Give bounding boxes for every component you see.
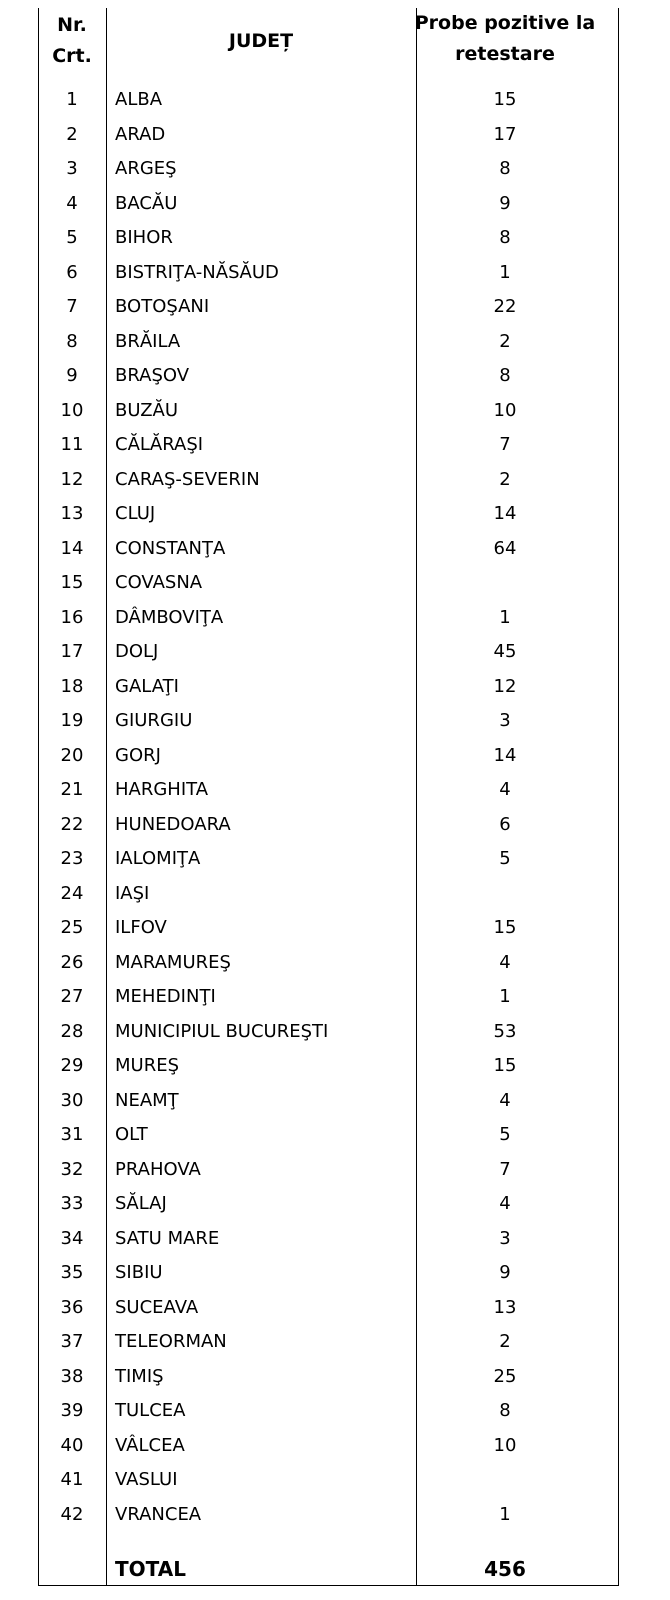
table-row — [38, 1015, 619, 1050]
county-name: BUZĂU — [115, 399, 179, 421]
table-row — [38, 566, 619, 601]
row-number: 7 — [66, 296, 78, 317]
row-number: 36 — [60, 1296, 84, 1318]
total-value: 456 — [484, 1557, 526, 1581]
county-name: MARAMUREŞ — [115, 951, 231, 973]
row-number: 32 — [60, 1158, 84, 1180]
positive-count: 8 — [499, 1400, 511, 1421]
county-name: VRANCEA — [115, 1503, 202, 1525]
positive-count: 6 — [499, 813, 511, 835]
header-nr-crt — [38, 10, 106, 72]
county-name: SĂLAJ — [115, 1193, 167, 1214]
positive-count: 5 — [499, 848, 511, 869]
county-name: CARAŞ-SEVERIN — [115, 468, 260, 490]
table-row — [38, 1084, 619, 1119]
county-name: TIMIŞ — [115, 1365, 164, 1387]
row-number: 29 — [60, 1055, 84, 1076]
table-row — [38, 1498, 619, 1533]
county-name: ILFOV — [115, 917, 167, 938]
row-number: 1 — [66, 89, 78, 110]
county-name: ARAD — [115, 123, 166, 145]
table-row — [38, 325, 619, 360]
table-row — [38, 980, 619, 1015]
county-name: MEHEDINŢI — [115, 986, 216, 1007]
county-name: DÂMBOVIŢA — [115, 606, 224, 628]
table-row — [38, 808, 619, 843]
county-name: BRAŞOV — [115, 365, 190, 386]
table-row — [38, 911, 619, 946]
row-number: 27 — [60, 986, 84, 1007]
positive-count: 12 — [493, 675, 517, 697]
county-name: HUNEDOARA — [115, 813, 231, 835]
county-name: MUNICIPIUL BUCUREŞTI — [115, 1020, 329, 1042]
county-name: TULCEA — [115, 1400, 186, 1421]
table-row — [38, 670, 619, 705]
county-name: TELEORMAN — [115, 1331, 227, 1352]
row-number: 35 — [60, 1262, 84, 1283]
table-row — [38, 1360, 619, 1395]
row-number: 34 — [60, 1227, 84, 1249]
positive-count: 9 — [499, 1262, 511, 1283]
table-row — [38, 842, 619, 877]
county-name: IALOMIŢA — [115, 848, 201, 869]
table-row — [38, 256, 619, 291]
county-name: VASLUI — [115, 1469, 178, 1490]
table-row — [38, 1291, 619, 1326]
table-row — [38, 1463, 619, 1498]
row-number: 42 — [60, 1503, 84, 1525]
positive-count: 4 — [499, 1193, 511, 1214]
positive-count: 4 — [499, 951, 511, 973]
county-name: SUCEAVA — [115, 1296, 199, 1318]
positive-count: 3 — [499, 1227, 511, 1249]
positive-count: 1 — [499, 606, 511, 628]
row-number: 18 — [60, 675, 84, 697]
table-row — [38, 463, 619, 498]
positive-count: 4 — [499, 1089, 511, 1111]
row-number: 14 — [60, 537, 84, 559]
row-number: 23 — [60, 848, 84, 869]
header-probe-line2: retestare — [455, 43, 555, 65]
county-name: DOLJ — [115, 641, 159, 662]
positive-count: 22 — [493, 296, 517, 317]
row-number: 16 — [60, 606, 84, 628]
row-number: 2 — [66, 123, 78, 145]
positive-count: 15 — [493, 89, 517, 110]
positive-count: 9 — [499, 192, 511, 214]
positive-count: 17 — [493, 123, 517, 145]
table-row — [38, 773, 619, 808]
table-row — [38, 359, 619, 394]
table-row — [38, 497, 619, 532]
positive-count: 53 — [493, 1020, 517, 1042]
positive-count: 3 — [499, 710, 511, 731]
row-number: 11 — [60, 434, 84, 455]
row-number: 37 — [60, 1331, 84, 1352]
table-row — [38, 394, 619, 429]
positive-count: 14 — [493, 503, 517, 524]
row-number: 22 — [60, 813, 84, 835]
row-number: 26 — [60, 951, 84, 973]
table-row — [38, 118, 619, 153]
table-row — [38, 221, 619, 256]
county-name: CĂLĂRAŞI — [115, 434, 204, 455]
row-number: 12 — [60, 468, 84, 490]
row-number: 21 — [60, 779, 84, 800]
positive-count: 7 — [499, 1158, 511, 1180]
row-number: 17 — [60, 641, 84, 662]
row-number: 25 — [60, 917, 84, 938]
row-number: 4 — [66, 192, 78, 214]
positive-count: 1 — [499, 986, 511, 1007]
county-name: NEAMŢ — [115, 1089, 179, 1111]
table-row — [38, 83, 619, 118]
positive-count: 4 — [499, 779, 511, 800]
county-name: VÂLCEA — [115, 1434, 185, 1456]
table-row — [38, 1394, 619, 1429]
county-name: GORJ — [115, 744, 161, 766]
positive-count: 64 — [493, 537, 517, 559]
county-name: BRĂILA — [115, 330, 181, 352]
positive-count: 2 — [499, 1331, 511, 1352]
county-name: HARGHITA — [115, 779, 209, 800]
table-row — [38, 1049, 619, 1084]
row-number: 10 — [60, 399, 84, 421]
county-name: IAŞI — [115, 882, 150, 904]
table-row — [38, 428, 619, 463]
positive-count: 2 — [499, 468, 511, 490]
header-probe-line1: Probe pozitive la — [414, 12, 596, 34]
total-label: TOTAL — [115, 1557, 186, 1581]
positive-count: 8 — [499, 365, 511, 386]
table-row — [38, 1187, 619, 1222]
table-row — [38, 601, 619, 636]
row-number: 5 — [66, 227, 78, 248]
county-name: CONSTANŢA — [115, 537, 226, 559]
county-name: BOTOŞANI — [115, 296, 210, 317]
table-row — [38, 1256, 619, 1291]
county-name: COVASNA — [115, 572, 203, 593]
county-name: GALAŢI — [115, 675, 179, 697]
row-number: 9 — [66, 365, 78, 386]
row-number: 19 — [60, 710, 84, 731]
total-row — [38, 1552, 619, 1587]
positive-count: 1 — [499, 1503, 511, 1525]
row-number: 31 — [60, 1124, 84, 1145]
county-name: CLUJ — [115, 503, 156, 524]
table-row — [38, 290, 619, 325]
positive-count: 2 — [499, 330, 511, 352]
table-row — [38, 1222, 619, 1257]
positive-count: 5 — [499, 1124, 511, 1145]
county-name: SIBIU — [115, 1262, 163, 1283]
positive-count: 1 — [499, 261, 511, 283]
county-name: SATU MARE — [115, 1227, 220, 1249]
positive-count: 14 — [493, 744, 517, 766]
table-row — [38, 152, 619, 187]
table-row — [38, 635, 619, 670]
row-number: 3 — [66, 158, 78, 179]
table-row — [38, 187, 619, 222]
row-number: 13 — [60, 503, 84, 524]
row-number: 20 — [60, 744, 84, 766]
row-number: 30 — [60, 1089, 84, 1111]
positive-count: 10 — [493, 399, 517, 421]
row-number: 39 — [60, 1400, 84, 1421]
county-name: OLT — [115, 1124, 148, 1145]
positive-count: 15 — [493, 1055, 517, 1076]
row-number: 28 — [60, 1020, 84, 1042]
table-row — [38, 1325, 619, 1360]
positive-count: 8 — [499, 227, 511, 248]
county-name: MUREŞ — [115, 1055, 180, 1076]
table-row — [38, 1429, 619, 1464]
row-number: 38 — [60, 1365, 84, 1387]
positive-count: 8 — [499, 158, 511, 179]
table-row — [38, 532, 619, 567]
table-row — [38, 877, 619, 912]
positive-count: 10 — [493, 1434, 517, 1456]
positive-count: 45 — [493, 641, 517, 662]
header-judet: JUDEȚ — [228, 30, 294, 52]
positive-count: 25 — [493, 1365, 517, 1387]
row-number: 33 — [60, 1193, 84, 1214]
county-name: BACĂU — [115, 192, 178, 214]
row-number: 40 — [60, 1434, 84, 1456]
positive-count: 15 — [493, 917, 517, 938]
row-number: 24 — [60, 882, 84, 904]
header-nr-line2: Crt. — [52, 45, 92, 67]
county-name: ALBA — [115, 89, 163, 110]
county-name: GIURGIU — [115, 710, 193, 731]
county-name: BIHOR — [115, 227, 173, 248]
table-row — [38, 1118, 619, 1153]
row-number: 41 — [60, 1469, 84, 1490]
county-name: PRAHOVA — [115, 1158, 201, 1180]
table-row — [38, 739, 619, 774]
positive-count: 7 — [499, 434, 511, 455]
table-row — [38, 946, 619, 981]
table-row — [38, 1153, 619, 1188]
header-nr-line1: Nr. — [57, 14, 87, 36]
row-number: 15 — [60, 572, 84, 593]
row-number: 6 — [66, 261, 78, 283]
positive-count: 13 — [493, 1296, 517, 1318]
county-name: ARGEŞ — [115, 158, 177, 179]
row-number: 8 — [66, 330, 78, 352]
table-row — [38, 704, 619, 739]
header-probe-pozitive — [410, 8, 600, 70]
county-name: BISTRIŢA-NĂSĂUD — [115, 261, 279, 283]
